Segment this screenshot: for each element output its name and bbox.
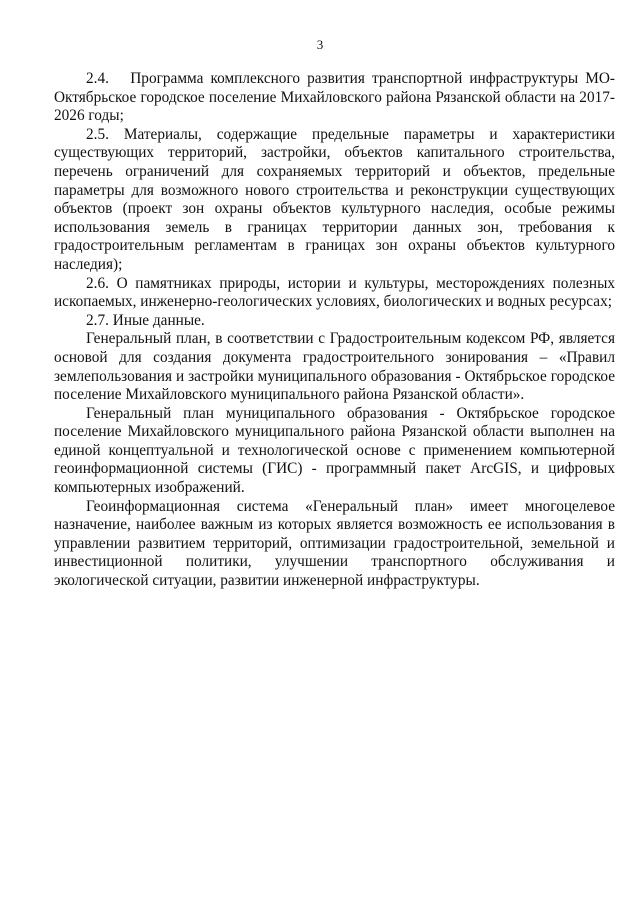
paragraph-item-2-4: 2.4. Программа комплексного развития транспортной инфраструктуры МО-Октябрьское городское поселение Михайловского района Рязанской области на 2017-2026 годы; xyxy=(54,70,615,125)
page-number: 3 xyxy=(316,37,324,52)
paragraph-item-2-7: 2.7. Иные данные. xyxy=(86,311,205,329)
paragraph-general-plan-basis: Генеральный план, в соответствии с Градостроительным кодексом РФ, является основой для создания документа градостроительного зонирования – «Правил землепользования и застройки муниципального образования - Октябрьское городское поселение Михайловского муниципального района Рязанской области». xyxy=(54,330,615,404)
paragraph-general-plan-gis: Генеральный план муниципального образования - Октябрьское городское поселение Михайловского муниципального района Рязанской области выполнен на единой концептуальной и технологической основе с применением компьютерной геоинформационной системы (ГИС) - программный пакет ArcGIS, и цифровых компьютерных изображений. xyxy=(54,404,615,497)
paragraph-item-2-5: 2.5. Материалы, содержащие предельные параметры и характеристики существующих территорий, застройки, объектов капитального строительства, перечень ограничений для сохраняемых территорий и объектов, предельные параметры для возможного нового строительства и реконструкции существующих объектов (проект зон охраны объектов культурного наследия, особые режимы использования земель в границах территории данных зон, требования к градостроительным регламентам в границах зон охраны объектов культурного наследия); xyxy=(54,125,615,273)
document-body xyxy=(54,70,615,591)
paragraph-gis-purpose: Геоинформационная система «Генеральный план» имеет многоцелевое назначение, наиболее важным из которых является возможность ее использования в управлении развитием территорий, оптимизации градостроительной, земельной и инвестиционной политики, улучшении транспортного обслуживания и экологической ситуации, развитии инженерной инфраструктуры. xyxy=(54,497,615,590)
paragraph-item-2-6: 2.6. О памятниках природы, истории и культуры, месторождениях полезных ископаемых, инженерно-геологических условиях, биологических и водных ресурсах; xyxy=(54,274,615,311)
